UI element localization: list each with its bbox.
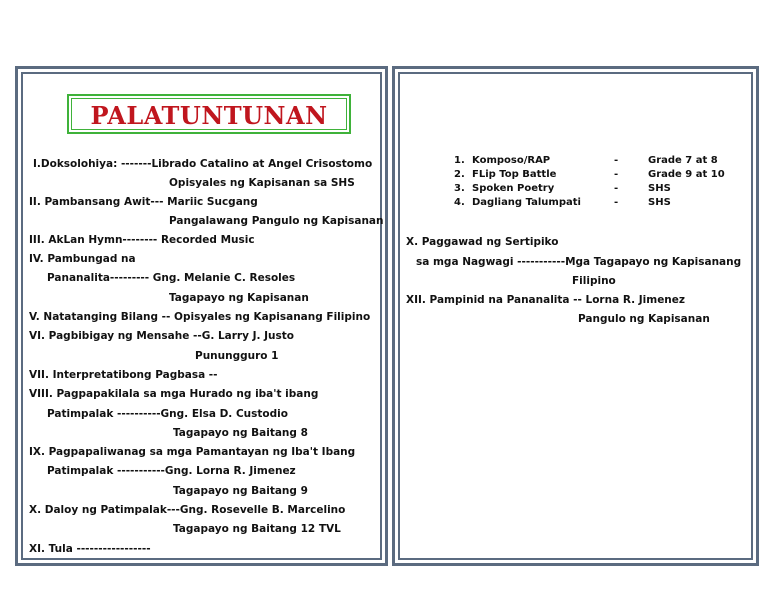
program-line: XII. Pampinid na Pananalita -- Lorna R. Jimenez (406, 294, 686, 306)
contest-level: SHS (648, 197, 671, 208)
program-line: sa mga Nagwagi -----------Mga Tagapayo ng Kapisanang (416, 256, 742, 268)
contest-name: Spoken Poetry (472, 183, 555, 194)
contest-dash: - (614, 155, 619, 166)
program-line: X. Paggawad ng Sertipiko (406, 236, 559, 248)
program-line: VII. Interpretatibong Pagbasa -- (29, 369, 218, 381)
program-line: II. Pambansang Awit--- Mariic Sucgang (29, 196, 258, 208)
contest-number: 4. (454, 197, 465, 208)
program-line: Tagapayo ng Kapisanan (169, 292, 309, 304)
program-line: IX. Pagpapaliwanag sa mga Pamantayan ng Iba't Ibang (29, 446, 356, 458)
program-line: VIII. Pagpapakilala sa mga Hurado ng iba't ibang (29, 388, 319, 400)
contest-level: Grade 7 at 8 (648, 155, 718, 166)
program-line: VI. Pagbibigay ng Mensahe --G. Larry J. Justo (29, 330, 295, 342)
left-page-panel (15, 66, 388, 566)
right-page-inner-border (398, 72, 753, 560)
contest-level: SHS (648, 183, 671, 194)
contest-number: 2. (454, 169, 465, 180)
program-line: Pangalawang Pangulo ng Kapisanan (169, 215, 384, 227)
program-line: Opisyales ng Kapisanan sa SHS (169, 177, 355, 189)
program-line: Punungguro 1 (195, 350, 279, 362)
program-line: I.Doksolohiya: -------Librado Catalino at Angel Crisostomo (33, 158, 373, 170)
contest-dash: - (614, 183, 619, 194)
contest-level: Grade 9 at 10 (648, 169, 725, 180)
program-line: Tagapayo ng Baitang 12 TVL (173, 523, 341, 535)
contest-number: 3. (454, 183, 465, 194)
program-title: PALATUNTUNAN (90, 101, 328, 130)
program-line: IV. Pambungad na (29, 253, 136, 265)
contest-name: FLip Top Battle (472, 169, 557, 180)
contest-name: Dagliang Talumpati (472, 197, 581, 208)
right-page-panel (392, 66, 759, 566)
contest-name: Komposo/RAP (472, 155, 551, 166)
program-line: Patimpalak ----------Gng. Elsa D. Custodio (47, 408, 288, 420)
contest-dash: - (614, 169, 619, 180)
program-line: X. Daloy ng Patimpalak---Gng. Rosevelle B. Marcelino (29, 504, 346, 516)
program-line: Pangulo ng Kapisanan (578, 313, 710, 325)
program-line: Pananalita--------- Gng. Melanie C. Resoles (47, 272, 296, 284)
program-line: Tagapayo ng Baitang 8 (173, 427, 308, 439)
program-line: V. Natatanging Bilang -- Opisyales ng Kapisanang Filipino (29, 311, 371, 323)
program-line: III. AkLan Hymn-------- Recorded Music (29, 234, 255, 246)
program-line: Patimpalak -----------Gng. Lorna R. Jimenez (47, 465, 296, 477)
program-line: Tagapayo ng Baitang 9 (173, 485, 308, 497)
program-line: Filipino (572, 275, 616, 287)
program-line: XI. Tula ----------------- (29, 543, 151, 555)
contest-dash: - (614, 197, 619, 208)
title-frame (67, 94, 351, 134)
left-page-inner-border (21, 72, 382, 560)
contest-number: 1. (454, 155, 465, 166)
